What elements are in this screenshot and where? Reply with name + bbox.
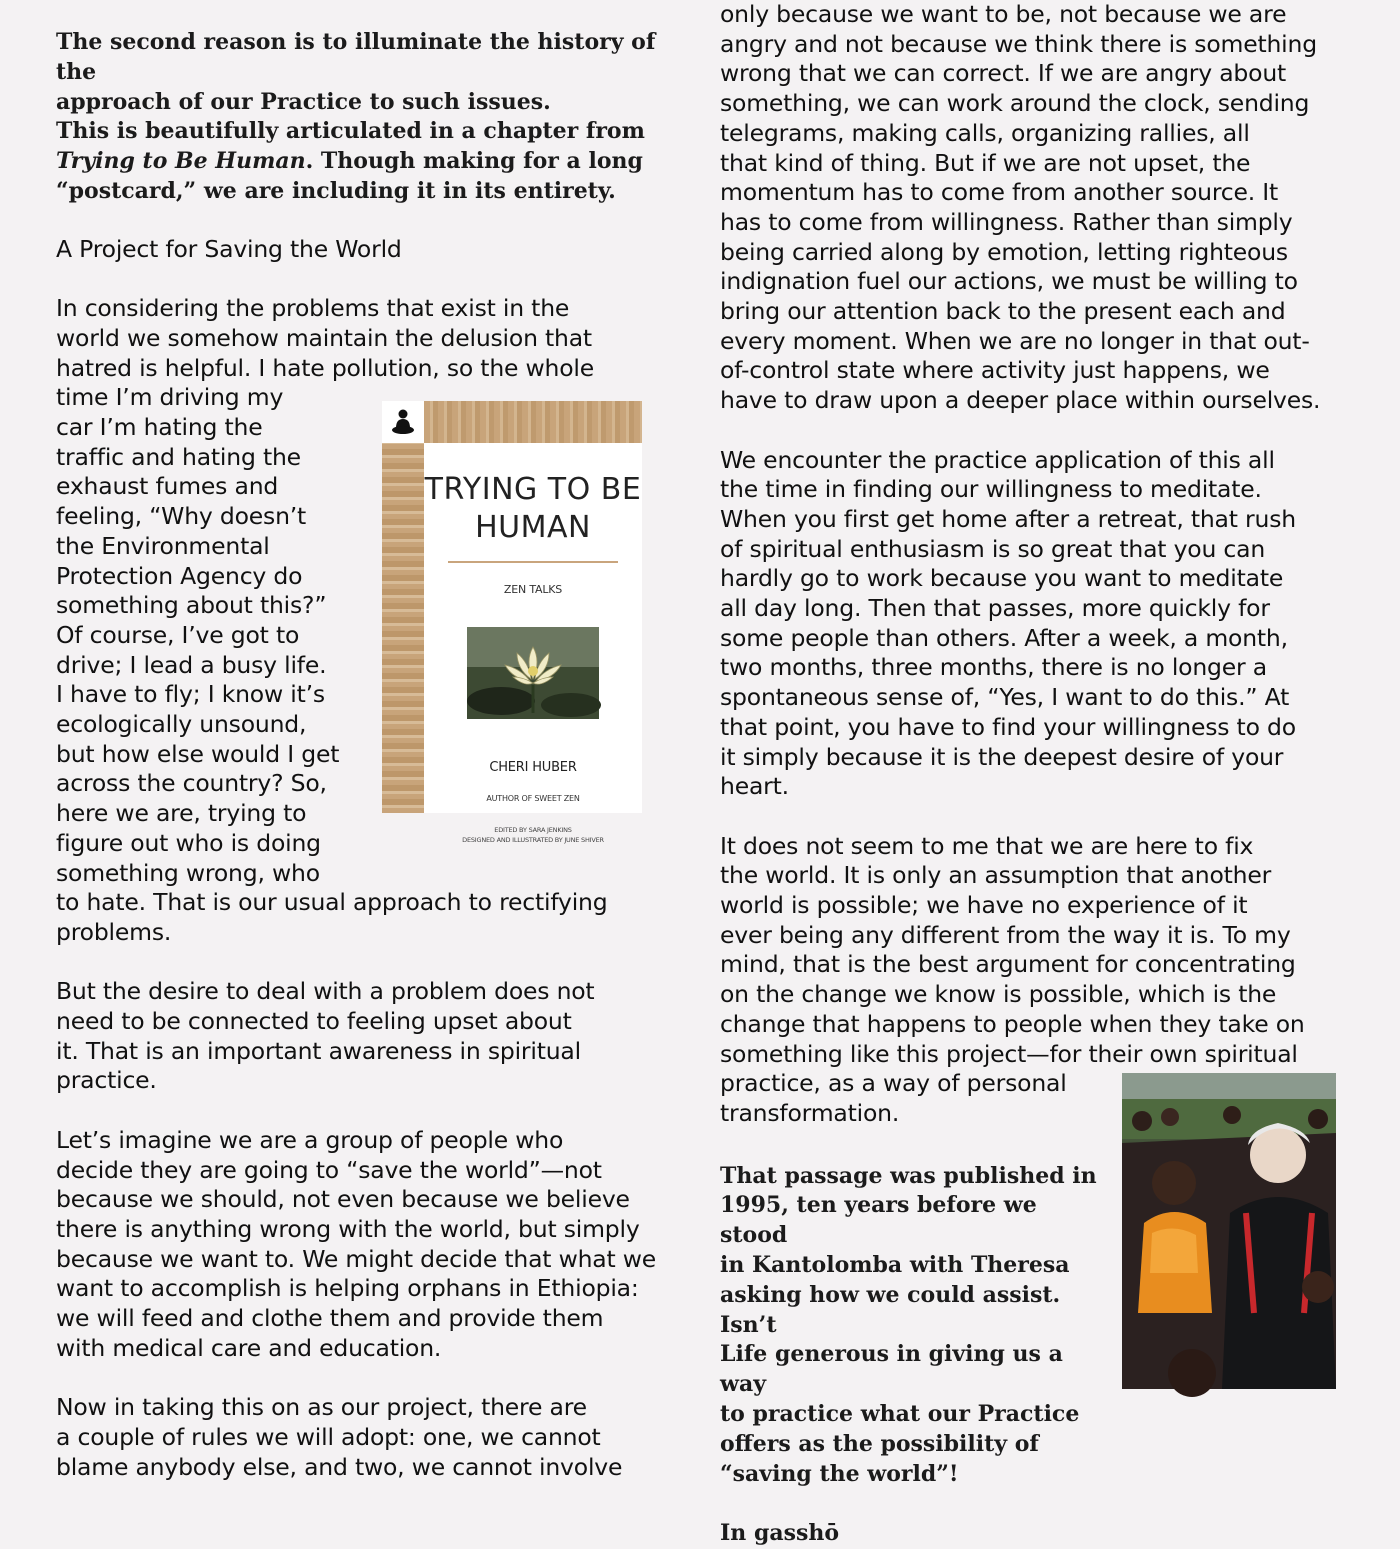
text-line: every moment. When we are no longer in that out- bbox=[720, 326, 1310, 355]
intro-paragraph bbox=[56, 28, 668, 207]
text-line: decide they are going to “save the world”—not bbox=[56, 1155, 602, 1184]
text-line: When you first get home after a retreat, that rush bbox=[720, 504, 1296, 533]
closing-line: in Kantolomba with Theresa bbox=[720, 1252, 1070, 1279]
text-line: something like this project—for their own spiritual bbox=[720, 1039, 1298, 1068]
book-title-line: TRYING TO BE bbox=[424, 472, 642, 508]
text-line: the Environmental bbox=[56, 531, 270, 560]
text-line: the world. It is only an assumption that another bbox=[720, 861, 1272, 890]
text-line: of-control state where activity just happens, we bbox=[720, 356, 1270, 385]
kantolomba-photo bbox=[1122, 1073, 1336, 1389]
text-line: here we are, trying to bbox=[56, 799, 307, 828]
text-line: car I’m hating the bbox=[56, 412, 263, 441]
intro-line-rest: . Though making for a long bbox=[305, 148, 643, 175]
book-cover-image bbox=[382, 401, 642, 845]
text-line: Of course, I’ve got to bbox=[56, 620, 300, 649]
book-designer: DESIGNED AND ILLUSTRATED BY JUNE SHIVER bbox=[462, 836, 604, 845]
intro-line bbox=[56, 147, 668, 177]
book-subtitle: ZEN TALKS bbox=[503, 583, 563, 597]
text-line: being carried along by emotion, letting righteous bbox=[720, 237, 1288, 266]
text-line: with medical care and education. bbox=[56, 1333, 442, 1362]
text-line: drive; I lead a busy life. bbox=[56, 650, 327, 679]
text-line: two months, three months, there is no longer a bbox=[720, 653, 1267, 682]
text-line: Let’s imagine we are a group of people who bbox=[56, 1125, 564, 1154]
text-line: the time in finding our willingness to meditate. bbox=[720, 475, 1262, 504]
text-line: But the desire to deal with a problem does not bbox=[56, 977, 595, 1006]
text-line: momentum has to come from another source. It bbox=[720, 178, 1279, 207]
excerpt-right bbox=[720, 0, 1352, 1069]
text-line: to hate. That is our usual approach to rectifying bbox=[56, 888, 608, 917]
text-line: heart. bbox=[720, 772, 789, 801]
text-line: but how else would I get bbox=[56, 739, 340, 768]
text-line: it simply because it is the deepest desire of your bbox=[720, 742, 1284, 771]
text-line: a couple of rules we will adopt: one, we cannot bbox=[56, 1422, 601, 1451]
intro-line: approach of our Practice to such issues. bbox=[56, 88, 551, 115]
book-cover-title bbox=[424, 471, 642, 547]
text-line: Protection Agency do bbox=[56, 561, 303, 590]
intro-line: This is beautifully articulated in a chapter from bbox=[56, 118, 645, 145]
intro-line: “postcard,” we are including it in its entirety. bbox=[56, 177, 616, 204]
lotus-illustration bbox=[467, 627, 599, 719]
text-line: have to draw upon a deeper place within ourselves. bbox=[720, 386, 1321, 415]
text-line: world we somehow maintain the delusion that bbox=[56, 323, 592, 352]
signoff: In gasshō bbox=[720, 1520, 840, 1547]
text-line: indignation fuel our actions, we must be willing to bbox=[720, 267, 1298, 296]
text-line: practice. bbox=[56, 1066, 157, 1095]
closing-line: to practice what our Practice bbox=[720, 1401, 1080, 1428]
text-line: figure out who is doing bbox=[56, 828, 321, 857]
book-editor: EDITED BY SARA JENKINS bbox=[494, 826, 572, 835]
book-author-note: AUTHOR OF SWEET ZEN bbox=[486, 793, 580, 803]
book-title-italic: Trying to Be Human bbox=[56, 148, 306, 175]
text-line: practice, as a way of personal bbox=[720, 1069, 1067, 1098]
text-line: transformation. bbox=[720, 1098, 900, 1127]
text-line: Now in taking this on as our project, there are bbox=[56, 1393, 587, 1422]
text-line: it. That is an important awareness in spiritual bbox=[56, 1036, 581, 1065]
text-line: across the country? So, bbox=[56, 769, 327, 798]
book-author: CHERI HUBER bbox=[489, 759, 577, 775]
text-line: that kind of thing. But if we are not upset, the bbox=[720, 148, 1251, 177]
book-title-line: HUMAN bbox=[475, 510, 591, 546]
left-column bbox=[56, 28, 668, 1482]
text-line: something wrong, who bbox=[56, 858, 320, 887]
text-line: because we want to. We might decide that what we bbox=[56, 1244, 657, 1273]
text-line: on the change we know is possible, which is the bbox=[720, 980, 1277, 1009]
text-line: In considering the problems that exist in the bbox=[56, 294, 570, 323]
excerpt-heading: A Project for Saving the World bbox=[56, 234, 402, 263]
text-line: something, we can work around the clock, sending bbox=[720, 89, 1310, 118]
text-line: there is anything wrong with the world, but simply bbox=[56, 1214, 640, 1243]
text-line: spontaneous sense of, “Yes, I want to do this.” At bbox=[720, 683, 1290, 712]
text-line: of spiritual enthusiasm is so great that you can bbox=[720, 534, 1266, 563]
text-line: world is possible; we have no experience of it bbox=[720, 891, 1248, 920]
text-line: hardly go to work because you want to meditate bbox=[720, 564, 1284, 593]
text-line: because we should, not even because we believe bbox=[56, 1185, 630, 1214]
closing-line: Life generous in giving us a way bbox=[720, 1341, 1063, 1398]
closing-line: offers as the possibility of bbox=[720, 1430, 1039, 1457]
text-line: ever being any different from the way it is. To my bbox=[720, 920, 1291, 949]
text-line: we will feed and clothe them and provide them bbox=[56, 1304, 604, 1333]
text-line: want to accomplish is helping orphans in Ethiopia: bbox=[56, 1274, 639, 1303]
text-line: mind, that is the best argument for concentrating bbox=[720, 950, 1296, 979]
text-line: something about this?” bbox=[56, 591, 327, 620]
text-line: all day long. Then that passes, more quickly for bbox=[720, 594, 1270, 623]
text-line: traffic and hating the bbox=[56, 442, 301, 471]
text-line: wrong that we can correct. If we are angry about bbox=[720, 59, 1287, 88]
text-line: telegrams, making calls, organizing rallies, all bbox=[720, 118, 1250, 147]
text-line: bring our attention back to the present each and bbox=[720, 297, 1286, 326]
text-line: angry and not because we think there is something bbox=[720, 29, 1317, 58]
text-line: We encounter the practice application of this all bbox=[720, 445, 1275, 474]
text-line: ecologically unsound, bbox=[56, 710, 307, 739]
text-line: feeling, “Why doesn’t bbox=[56, 502, 307, 531]
text-line: problems. bbox=[56, 917, 172, 946]
right-column bbox=[720, 0, 1352, 1549]
text-line: It does not seem to me that we are here to fix bbox=[720, 831, 1254, 860]
closing-line: 1995, ten years before we stood bbox=[720, 1192, 1037, 1249]
closing-line: “saving the world”! bbox=[720, 1460, 959, 1487]
text-line: blame anybody else, and two, we cannot involve bbox=[56, 1452, 623, 1481]
text-line: hatred is helpful. I hate pollution, so the whole bbox=[56, 353, 595, 382]
book-cover-panel bbox=[424, 443, 642, 845]
text-line: need to be connected to feeling upset about bbox=[56, 1007, 572, 1036]
intro-line: The second reason is to illuminate the history of the bbox=[56, 29, 656, 85]
text-line: only because we want to be, not because we are bbox=[720, 0, 1287, 28]
text-line: time I’m driving my bbox=[56, 383, 284, 412]
book-credits bbox=[424, 825, 642, 845]
text-line: has to come from willingness. Rather than simply bbox=[720, 207, 1293, 236]
wrapped-with-photo bbox=[720, 1069, 1352, 1549]
text-line: I have to fly; I know it’s bbox=[56, 680, 325, 709]
text-line: that point, you have to find your willingness to do bbox=[720, 712, 1296, 741]
closing-line: asking how we could assist. Isn’t bbox=[720, 1281, 1061, 1338]
text-line: change that happens to people when they take on bbox=[720, 1009, 1305, 1038]
meditator-icon bbox=[382, 401, 424, 443]
text-line: exhaust fumes and bbox=[56, 472, 279, 501]
excerpt-left bbox=[56, 235, 668, 1482]
closing-line: That passage was published in bbox=[720, 1162, 1097, 1189]
text-line: some people than others. After a week, a month, bbox=[720, 623, 1288, 652]
wrapped-with-book bbox=[56, 383, 668, 888]
